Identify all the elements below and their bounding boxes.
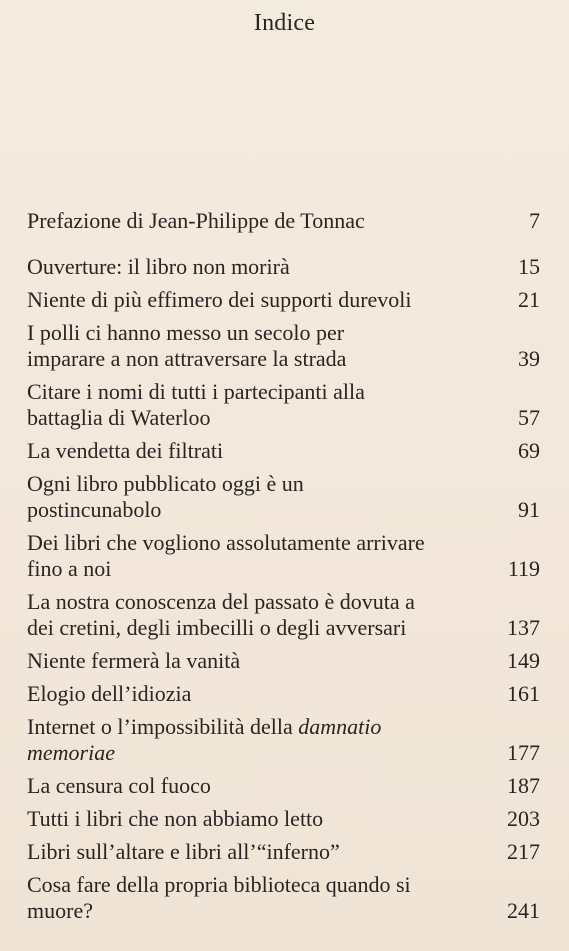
toc-entry-title (27, 287, 500, 313)
toc-entry (27, 806, 540, 832)
toc-entry-italic-text: damnatio (298, 714, 382, 739)
toc-entry-title (27, 872, 500, 924)
toc-entry-title (27, 208, 500, 234)
toc-entry (27, 589, 540, 641)
toc-entry-page: 149 (507, 648, 540, 673)
toc-entry-line: postincunabolo (27, 497, 162, 522)
toc-entry-page: 57 (518, 405, 540, 430)
toc-entry-line: Prefazione di Jean-Philippe de Tonnac (27, 208, 365, 233)
toc-entry-page: 187 (507, 773, 540, 798)
toc-entry (27, 839, 540, 865)
toc-entry-line: Dei libri che vogliono assolutamente arrivare (27, 530, 425, 555)
toc-entry-page: 161 (507, 681, 540, 706)
toc-entry-line: Citare i nomi di tutti i partecipanti alla (27, 379, 365, 404)
toc-entry-line: battaglia di Waterloo (27, 405, 211, 430)
toc-entry-line: La nostra conoscenza del passato è dovuta a (27, 589, 415, 614)
toc-entry-line: Elogio dell’idiozia (27, 681, 192, 706)
toc-entry (27, 773, 540, 799)
toc-entry-line (27, 714, 490, 740)
toc-entry-line: Ouverture: il libro non morirà (27, 254, 290, 279)
toc-entry (27, 471, 540, 523)
toc-entry-title (27, 714, 500, 766)
toc-entry-page: 69 (518, 438, 540, 463)
toc-entry-title (27, 589, 500, 641)
toc-entry (27, 254, 540, 280)
toc-entry-page: 39 (518, 346, 540, 371)
toc-entry-line: fino a noi (27, 556, 112, 581)
toc-entry-page: 241 (507, 898, 540, 923)
toc-entry (27, 530, 540, 582)
toc-entry-page: 91 (518, 497, 540, 522)
toc-entry-title (27, 681, 500, 707)
toc-entry-title (27, 839, 500, 865)
toc-entry-line: Niente di più effimero dei supporti durevoli (27, 287, 412, 312)
toc-entry-page: 137 (507, 615, 540, 640)
toc-entry-line: Tutti i libri che non abbiamo letto (27, 806, 324, 831)
toc-entry (27, 681, 540, 707)
toc-entry-page: 217 (507, 839, 540, 864)
page-title: Indice (253, 10, 316, 36)
toc-entry (27, 438, 540, 464)
toc-entry (27, 287, 540, 313)
toc-entry-line: Cosa fare della propria biblioteca quando si (27, 872, 411, 897)
toc-entry-line: Ogni libro pubblicato oggi è un (27, 471, 304, 496)
toc-entry-title (27, 806, 500, 832)
toc-entry-title (27, 773, 500, 799)
toc-entry-line: La censura col fuoco (27, 773, 211, 798)
toc-entry-page: 203 (507, 806, 540, 831)
toc-entry-line: muore? (27, 898, 93, 923)
toc-entry-title (27, 379, 500, 431)
toc-entry-page: 15 (518, 254, 540, 279)
toc-entry-line: La vendetta dei filtrati (27, 438, 224, 463)
toc-entry-page: 21 (518, 287, 540, 312)
toc-entry-line: dei cretini, degli imbecilli o degli avversari (27, 615, 407, 640)
toc-entry-title (27, 648, 500, 674)
toc-entry-title (27, 471, 500, 523)
table-of-contents (27, 208, 540, 931)
toc-entry-title (27, 530, 500, 582)
toc-entry-page: 119 (507, 556, 540, 581)
toc-entry-page: 177 (507, 740, 540, 765)
toc-entry (27, 379, 540, 431)
toc-entry (27, 648, 540, 674)
toc-entry-page: 7 (529, 208, 540, 233)
toc-entry (27, 714, 540, 766)
toc-entry (27, 208, 540, 234)
toc-entry-title (27, 438, 500, 464)
toc-entry-line: imparare a non attraversare la strada (27, 346, 347, 371)
toc-entry (27, 320, 540, 372)
toc-entry-line: Libri sull’altare e libri all’“inferno” (27, 839, 340, 864)
toc-entry-line: memoriae (27, 740, 115, 765)
toc-entry-title (27, 254, 500, 280)
toc-entry-line: Niente fermerà la vanità (27, 648, 241, 673)
toc-entry-text: Internet o l’impossibilità della (27, 714, 299, 739)
toc-entry-title (27, 320, 500, 372)
toc-entry-line: I polli ci hanno messo un secolo per (27, 320, 345, 345)
toc-entry (27, 872, 540, 924)
